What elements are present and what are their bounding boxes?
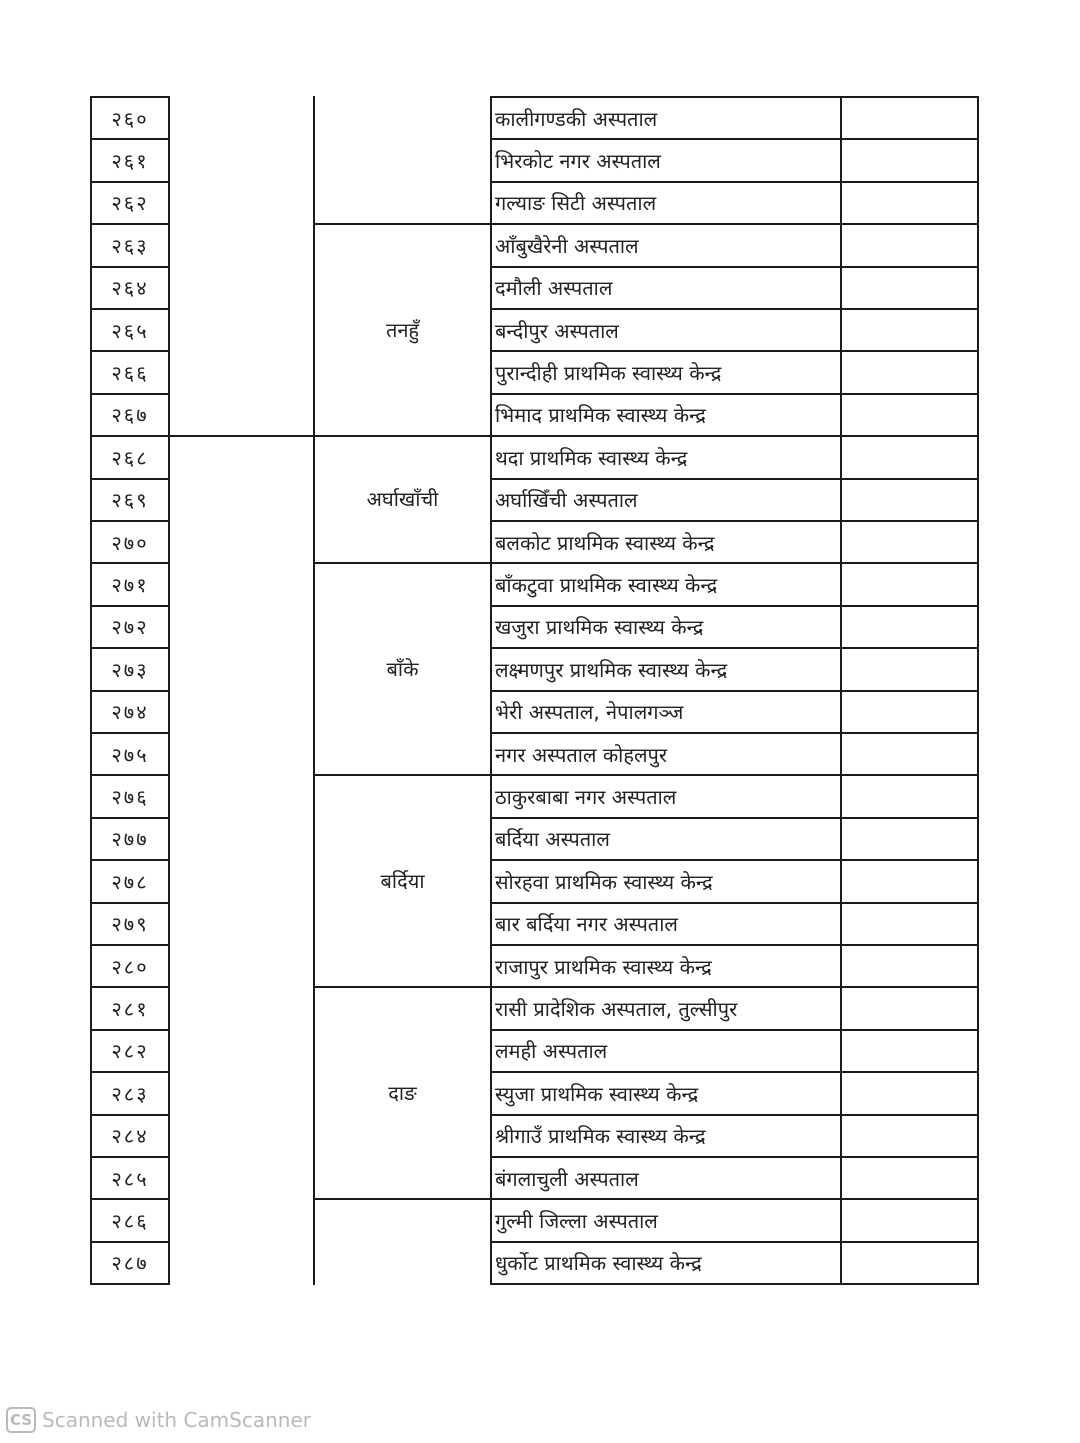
- watermark-text: Scanned with CamScanner: [42, 1408, 311, 1432]
- serial-number: २७६: [111, 784, 149, 809]
- serial-number: २८५: [111, 1166, 149, 1191]
- district-name: तनहुँ: [385, 317, 420, 342]
- serial-number: २७५: [111, 742, 149, 767]
- facility-name: गल्याङ सिटी अस्पताल: [495, 191, 657, 216]
- facility-name: खजुरा प्राथमिक स्वास्थ्य केन्द्र: [495, 615, 704, 640]
- facility-name: सोरहवा प्राथमिक स्वास्थ्य केन्द्र: [495, 869, 713, 894]
- serial-number: २६७: [111, 403, 149, 428]
- camscanner-watermark: [6, 1405, 311, 1435]
- camscanner-logo-icon: CS: [6, 1407, 36, 1433]
- facility-name: श्रीगाउँ प्राथमिक स्वास्थ्य केन्द्र: [495, 1124, 706, 1149]
- district-name: बर्दिया: [380, 868, 425, 893]
- serial-number: २६६: [111, 360, 149, 385]
- facility-name: भिरकोट नगर अस्पताल: [495, 148, 661, 173]
- district-border: [313, 435, 492, 437]
- serial-number: २८६: [111, 1208, 149, 1233]
- district-border: [313, 223, 492, 225]
- serial-number: २८७: [111, 1251, 149, 1276]
- facility-name: बंगलाचुली अस्पताल: [495, 1166, 639, 1191]
- facility-name: बलकोट प्राथमिक स्वास्थ्य केन्द्र: [495, 530, 715, 555]
- serial-number: २८१: [111, 996, 149, 1021]
- facility-name: अर्घाखिँची अस्पताल: [495, 488, 638, 513]
- serial-number: २६०: [111, 106, 149, 131]
- serial-number: २६९: [111, 488, 149, 513]
- serial-number: २७०: [111, 530, 149, 555]
- serial-number: २७१: [111, 572, 149, 597]
- facility-name: नगर अस्पताल कोहलपुर: [495, 742, 668, 767]
- facility-name: थदा प्राथमिक स्वास्थ्य केन्द्र: [495, 445, 688, 470]
- facility-name: आँबुखैरेनी अस्पताल: [495, 233, 639, 258]
- facility-name: धुर्कोट प्राथमिक स्वास्थ्य केन्द्र: [495, 1251, 702, 1276]
- facility-name: कालीगण्डकी अस्पताल: [495, 106, 658, 131]
- serial-number: २६२: [111, 191, 149, 216]
- facility-name: बन्दीपुर अस्पताल: [495, 318, 619, 343]
- serial-number: २७३: [111, 657, 149, 682]
- facility-name: भिमाद प्राथमिक स्वास्थ्य केन्द्र: [495, 403, 706, 428]
- serial-number: २७९: [111, 912, 149, 937]
- facility-name: बार बर्दिया नगर अस्पताल: [495, 912, 678, 937]
- district-name: दाङ: [388, 1080, 417, 1105]
- serial-number: २६५: [111, 318, 149, 343]
- serial-number: २७४: [111, 700, 149, 725]
- facility-name: दमौली अस्पताल: [495, 276, 613, 301]
- serial-number: २८०: [111, 954, 149, 979]
- serial-number: २७७: [111, 827, 149, 852]
- serial-number: २६८: [111, 445, 149, 470]
- facility-name: राजापुर प्राथमिक स्वास्थ्य केन्द्र: [495, 954, 712, 979]
- province-border: [168, 435, 315, 437]
- district-name: अर्घाखाँची: [366, 487, 439, 512]
- serial-number: २६१: [111, 148, 149, 173]
- facility-name: स्युजा प्राथमिक स्वास्थ्य केन्द्र: [495, 1081, 699, 1106]
- district-border: [313, 774, 492, 776]
- facility-name: लमही अस्पताल: [495, 1039, 608, 1064]
- facility-name: ठाकुरबाबा नगर अस्पताल: [495, 784, 677, 809]
- facility-name: बाँकटुवा प्राथमिक स्वास्थ्य केन्द्र: [495, 572, 718, 597]
- serial-number: २७२: [111, 615, 149, 640]
- serial-number: २८२: [111, 1039, 149, 1064]
- serial-number: २८४: [111, 1124, 149, 1149]
- serial-number: २६३: [111, 233, 149, 258]
- facility-name: रासी प्रादेशिक अस्पताल, तुल्सीपुर: [495, 996, 738, 1021]
- serial-number: २८३: [111, 1081, 149, 1106]
- facility-name: लक्ष्मणपुर प्राथमिक स्वास्थ्य केन्द्र: [495, 657, 728, 682]
- district-border: [313, 562, 492, 564]
- serial-number: २६४: [111, 276, 149, 301]
- district-border: [313, 986, 492, 988]
- serial-number: २७८: [111, 869, 149, 894]
- facility-name: गुल्मी जिल्ला अस्पताल: [495, 1208, 658, 1233]
- district-border: [313, 1198, 492, 1200]
- facility-name: बर्दिया अस्पताल: [495, 827, 610, 852]
- district-name: बाँके: [386, 656, 419, 681]
- facility-name: पुरान्दीही प्राथमिक स्वास्थ्य केन्द्र: [495, 360, 722, 385]
- facility-name: भेरी अस्पताल, नेपालगञ्ज: [495, 700, 684, 725]
